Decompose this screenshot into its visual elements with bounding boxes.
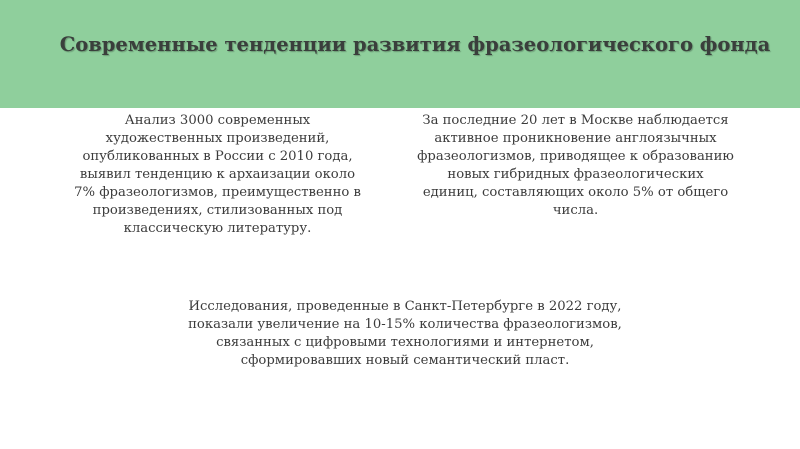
paragraph-bottom: Исследования, проведенные в Санкт-Петербурге в 2022 году, показали увеличение на 10-15% количества фразеологизмов, связанных с цифровыми технологиями и интернетом, сформировавших новый семантический пласт. <box>188 299 622 368</box>
paragraph-left: Анализ 3000 современных художественных произведений, опубликованных в России с 2010 года, выявил тенденцию к архаизации около 7% фразеологизмов, преимущественно в произведениях, стилизованных под классическую литературу. <box>74 113 361 236</box>
slide-title: Современные тенденции развития фразеологического фонда <box>59 33 771 56</box>
paragraph-right: За последние 20 лет в Москве наблюдается активное проникновение англоязычных фразеологизмов, приводящее к образованию новых гибридных фразеологических единиц, составляющих около 5% от общего числа. <box>417 113 734 218</box>
